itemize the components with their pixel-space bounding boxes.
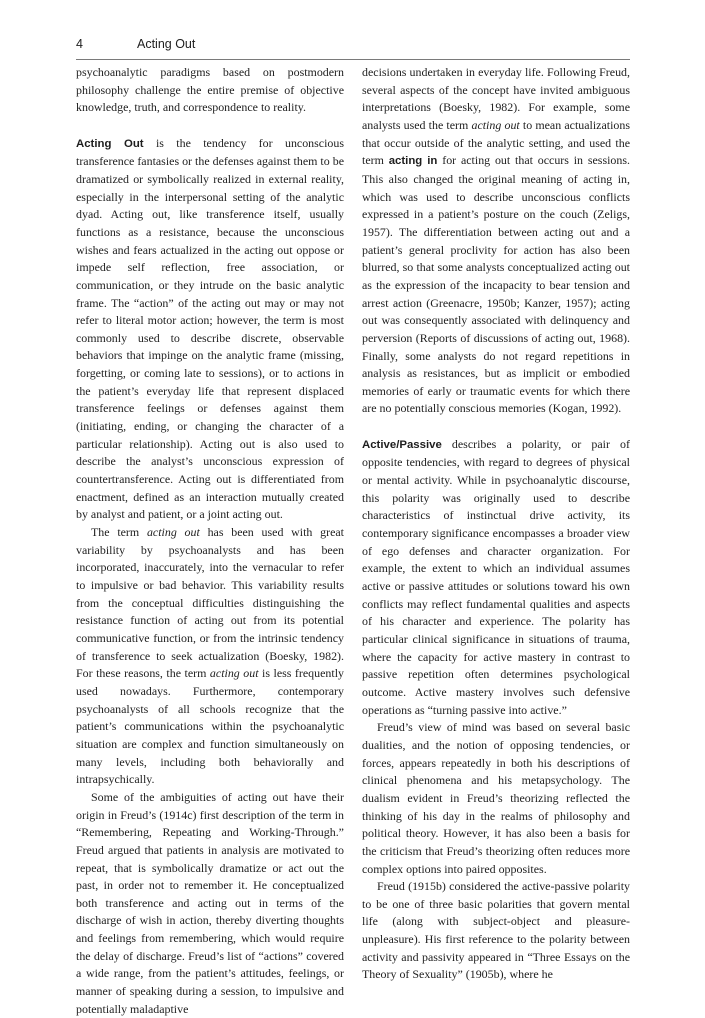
left-column (76, 64, 345, 1016)
italic-term: acting out (209, 666, 259, 681)
right-column (362, 64, 630, 982)
body-paragraph (76, 524, 344, 789)
running-title: Acting Out (137, 37, 196, 51)
page-number: 4 (76, 37, 83, 51)
text-run: decisions undertaken in everyday life. Following Freud, several aspects of the concept have invited ambiguous interpretations (Boesky, 1982). For example, some analysts used the term (362, 65, 630, 132)
entry-body: describes a polarity, or pair of opposite tendencies, with regard to degrees of physical or mental activity. While in psychoanalytic discourse, this polarity was originally used to describe characteristics of instinctual drive activity, its contemporary significance encompasses a broader view of ego defenses and character organization. For example, the extent to which an individual assumes active or passive attitudes or solutions toward his own conflicts may reflect fundamental qualities and aspects of his character and experience. The polarity has particular clinical significance in situations of trauma, where the capacity for active mastery in contrast to passive repetition often determines psychological outcome. Active mastery involves such defensive operations as “turning passive into active.” (362, 436, 630, 717)
text-run: The term (91, 525, 147, 540)
body-paragraph: Some of the ambiguities of acting out have their origin in Freud’s (1914c) first description of the term in “Remembering, Repeating and Working-Through.” Freud argued that patients in analysis are motivated to repeat, that is symbolically dramatize or act out the past, in order not to remember it. He conceptualized both transference and acting out in terms of the discharge of wish in action, thereby diverting thoughts and feelings from remembering, which would require the delay of discharge. Freud’s list of “actions” covered a wide range, from the patient’s attitudes, feelings, or manner of speaking during a session, to impulsive and potentially maladaptive (76, 789, 344, 1016)
entry-acting-out (76, 135, 344, 524)
text-run: to mean actualizations that occur outside of the analytic setting, and used the term (362, 117, 630, 168)
entry-body: is the tendency for unconscious transference fantasies or the defenses against them to be dramatized or symbolically realized in external reality, especially in the interpersonal setting of the analytic dyad. Acting out, like transference itself, usually functions as a resistance, because the unconscious wishes and fears actualized in the acting out oppose or impede self reflection, free association, or communication, or they intrude on the basic analytic frame. The “action” of the acting out may or may not refer to literal motor action; however, the term is most commonly used to describe discrete, observable behaviors that impinge on the analytic frame (missing, forgetting, or coming late to sessions), or to actions in the patient’s everyday life that represent displaced transference feelings or defenses against them (initiating, ending, or changing the character of a particular relationship). Acting out is also used to describe the analyst’s unconscious expression of countertransference. Acting out is differentiated from enactment, defined as an interaction mutually created by analyst and patient, or a joint acting out. (76, 135, 344, 522)
continued-paragraph: psychoanalytic paradigms based on postmodern philosophy challenge the entire premise of objective knowledge, truth, and correspondence to reality. (76, 65, 344, 115)
entry-active-passive (362, 436, 630, 720)
entry-term: Active/Passive (362, 438, 442, 451)
running-header (76, 37, 630, 57)
entry-term: Acting Out (76, 137, 144, 150)
italic-term: acting out (146, 525, 200, 540)
text-run: is less frequently used nowadays. Furthermore, contemporary psychoanalysts of all schools recognize that the patient’s communications within the psychoanalytic situation are complex and function simultaneously on many levels, including both behaviorally and intrapsychically. (76, 666, 344, 787)
body-paragraph: Freud (1915b) considered the active-passive polarity to be one of three basic polarities that govern mental life (along with subject-object and pleasure-unpleasure). His first reference to the polarity between activity and passivity appeared in “Three Essays on the Theory of Sexuality” (1905b), where he (362, 879, 630, 982)
header-rule (76, 59, 630, 60)
text-run: for acting out that occurs in sessions. This also changed the original meaning of acting in, which was used to describe unconscious conflicts expressed in a patient’s posture on the couch (Zeligs, 1957). The differentiation between acting out and a patient’s general proclivity for action has also been blurred, so that some analysts conceptualized acting out as the expression of the incapacity to bear tension and arrest action (Greenacre, 1950b; Kanzer, 1957); acting out was consequently associated with delinquency and perversion (Reports of discussions of acting out, 1968). Finally, some analysts do not regard repetitions in analysis as resistances, but as implicit or embodied memories of early or traumatic events for which there are no potentially conscious memories (Kogan, 1992). (362, 153, 630, 416)
text-run: has been used with great variability by psychoanalysts and has been incorporated, inaccurately, into the vernacular to refer to impulsive or bad behavior. This variability results from the conceptual difficulties distinguishing the resistance function of acting out from its potential communicative function, or from the intrinsic tendency of transference to seek actualization (Boesky, 1982). For these reasons, the term (76, 525, 345, 681)
italic-term: acting out (471, 117, 520, 132)
body-paragraph (362, 64, 630, 418)
body-paragraph: Freud’s view of mind was based on several basic dualities, and the notion of opposing tendencies, or forces, appears repeatedly in both his descriptions of clinical phenomena and his metapsychology. The dualism evident in Freud’s theorizing reflected the thinking of his day in the realms of philosophy and political theory. However, it has also been a basis for the criticism that Freud’s theorizing often reduces more complex options into paired opposites. (362, 720, 630, 876)
bold-term: acting in (388, 155, 438, 168)
